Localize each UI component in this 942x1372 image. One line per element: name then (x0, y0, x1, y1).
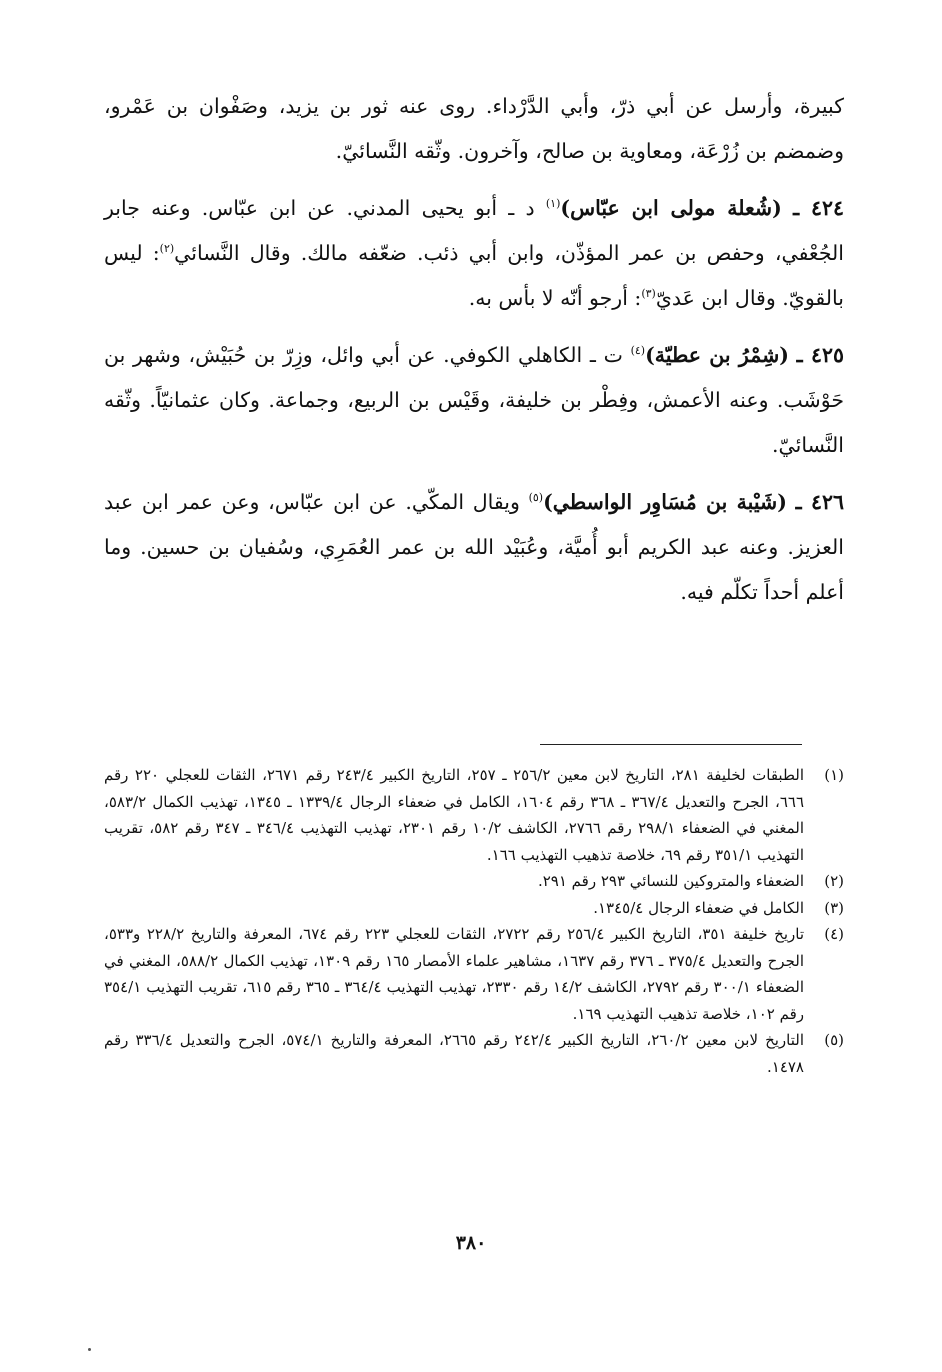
entry-number: ٤٢٦ ـ (795, 490, 844, 514)
entry-426 (104, 480, 844, 615)
footnote-text: التاريخ لابن معين ٢٦٠/٢، التاريخ الكبير ٢٤٢/٤ رقم ٢٦٦٥، المعرفة والتاريخ ٥٧٤/١، الجرح والتعديل ٣٣٦/٤ رقم ١٤٧٨. (104, 1031, 805, 1076)
page-number: ٣٨٠ (455, 1232, 487, 1254)
footnote-text: الطبقات لخليفة ٢٨١، التاريخ لابن معين ٢٥٦/٢ ـ ٢٥٧، التاريخ الكبير ٢٤٣/٤ رقم ٢٦٧١، الثقات للعجلي ٢٢٠ رقم ٦٦٦، الجرح والتعديل ٣٦٧/٤ ـ ٣٦٨ رقم ١٦٠٤، الكامل في ضعفاء الرجال ١٣٣٩/٤ ـ ١٣٤٥، تهذيب الكمال ٥٨٣/٢، المغني في الضعفاء ٢٩٨/١ رقم ٢٧٦٦، الكاشف ١٠/٢ رقم ٢٣٠١، تهذيب التهذيب ٣٤٦/٤ ـ ٣٤٧ رقم ٥٨٢، تقريب التهذيب ٣٥١/١ رقم ٦٩، خلاصة تذهيب التهذيب ١٦٦. (104, 766, 804, 864)
scan-speck (88, 1348, 91, 1351)
footnote-ref: (٣) (641, 287, 656, 301)
entry-text: : ليس بالقويّ. وقال ابن عَديّ (104, 241, 844, 310)
footnote-2 (104, 868, 844, 895)
footnote-number: (٥) (824, 1031, 844, 1049)
footnotes (104, 762, 844, 1080)
entry-number: ٤٢٤ ـ (793, 196, 844, 220)
footnote-text: الكامل في ضعفاء الرجال ١٣٤٥/٤. (593, 898, 804, 917)
entry-425 (104, 333, 844, 468)
footnote-ref: (٤) (630, 344, 646, 358)
main-text (104, 84, 844, 615)
paragraph-continuation: كبيرة، وأرسل عن أبي ذرّ، وأبي الدَّرْداء. روى عنه ثور بن يزيد، وصَفْوان بن عَمْرو، وضمضم بن زُرْعَة، ومعاوية بن صالح، وآخرون. وثّقه النَّسائيّ. (104, 94, 844, 163)
entry-text: ت ـ الكاهلي الكوفي. عن أبي وائل، وزِرّ بن حُبَيْش، وشهر بن حَوْشَب. وعنه الأعمش، وفِطْر بن خليفة، وقَيْس بن الربيع، وجماعة. وكان عثمانيّاً. وثّقه النَّسائيّ. (104, 343, 844, 457)
footnote-number: (٤) (824, 925, 844, 943)
footnote-ref: (٥) (528, 491, 544, 505)
entry-name: (شَيْبة بن مُسَاوِر الواسطي) (543, 490, 787, 514)
entry-name: (شِمْرُ بن عطيّة) (645, 343, 789, 367)
footnote-ref: (٢) (159, 242, 175, 256)
footnote-text: الضعفاء والمتروكين للنسائي ٢٩٣ رقم ٢٩١. (537, 872, 804, 890)
footnote-1 (104, 762, 844, 868)
footnote-text: تاريخ خليفة ٣٥١، التاريخ الكبير ٢٥٦/٤ رقم ٢٧٢٢، الثقات للعجلي ٢٢٣ رقم ٦٧٤، المعرفة والتاريخ ٢٢٨/٢ و٥٣٣، الجرح والتعديل ٣٧٥/٤ ـ ٣٧٦ رقم ١٦٣٧، مشاهير علماء الأمصار ١٦٥ رقم ١٣٠٩، تهذيب الكمال ٥٨٨/٢، المغني في الضعفاء ٣٠٠/١ رقم ٢٧٩٢، الكاشف ١٤/٢ رقم ٢٣٣٠، تهذيب التهذيب ٣٦٤/٤ ـ ٣٦٥ رقم ٦١٥، تقريب التهذيب ٣٥٤/١ رقم ١٠٢، خلاصة تذهيب التهذيب ١٦٩. (104, 925, 805, 1023)
entry-number: ٤٢٥ ـ (796, 343, 844, 367)
footnote-ref: (١) (545, 197, 561, 211)
footnote-number: (٣) (824, 898, 844, 917)
footnote-5 (104, 1027, 844, 1080)
footnote-separator (540, 744, 802, 745)
entry-text: ويقال المكّي. عن ابن عبّاس، وعن عمر ابن عبد العزيز. وعنه عبد الكريم أبو أُميَّة، وعُبَيْد الله بن عمر العُمَرِي، وسُفيان بن حسين. وما أعلم أحداً تكلّم فيه. (104, 490, 844, 604)
entry-text: د ـ أبو يحيى المدني. عن ابن عبّاس. وعنه جابر الجُعْفي، وحفص بن عمر المؤذّن، وابن أبي ذئب. ضعّفه مالك. وقال النَّسائي (104, 196, 845, 265)
footnote-4 (104, 921, 844, 1027)
entry-name: (شُعلة مولى ابن عبّاس) (560, 196, 782, 220)
entry-text: : أرجو أنّه لا بأس به. (468, 286, 642, 310)
footnote-number: (١) (824, 766, 844, 784)
footnote-number: (٢) (824, 872, 844, 890)
entry-424 (104, 186, 844, 321)
footnote-3 (104, 895, 844, 922)
